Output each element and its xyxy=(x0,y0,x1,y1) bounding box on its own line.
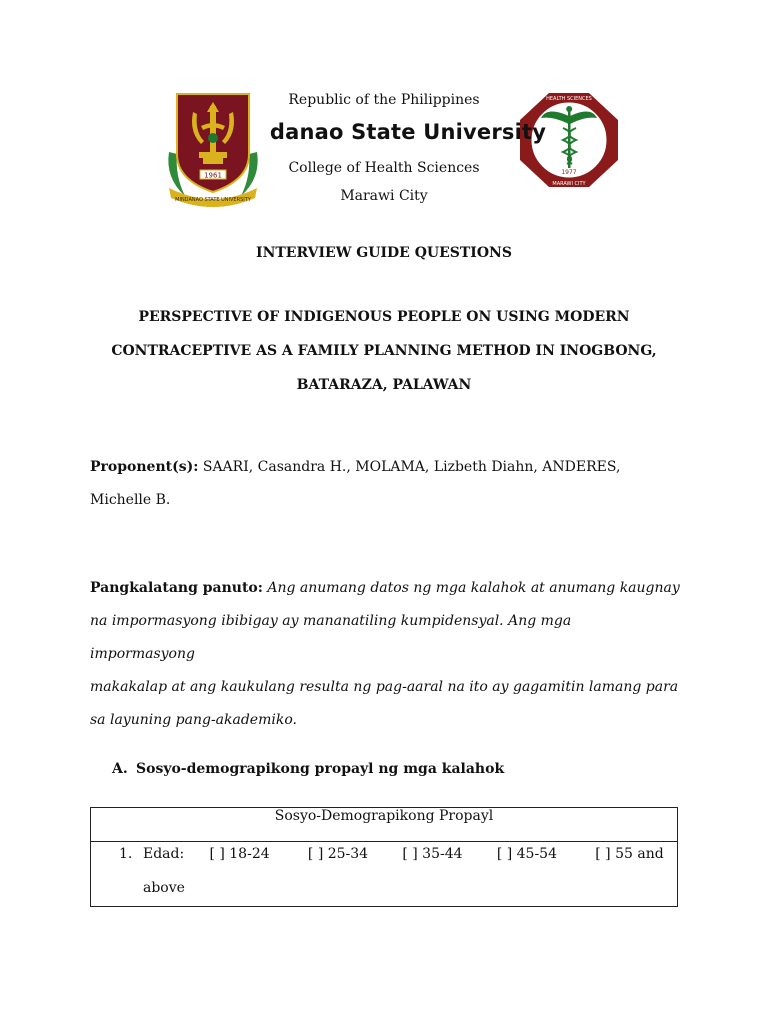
instructions-label: Pangkalatang panuto: xyxy=(90,580,263,596)
age-question-line xyxy=(143,846,664,862)
svg-text:HEALTH SCIENCES: HEALTH SCIENCES xyxy=(546,96,592,102)
instructions-paragraph xyxy=(90,572,680,737)
proponents-label: Proponent(s): xyxy=(90,459,199,475)
instructions-text: makakalap at ang kaukulang resulta ng pag-aaral na ito ay gagamitin lamang para xyxy=(90,679,679,695)
age-option-checkbox[interactable]: [ ] 18-24 xyxy=(209,846,270,862)
proponents-names-cont: Michelle B. xyxy=(90,492,171,508)
city-name: Marawi City xyxy=(340,188,428,204)
university-name xyxy=(0,120,768,144)
instructions-text: sa layuning pang-akademiko. xyxy=(90,712,297,728)
proponents-paragraph xyxy=(90,451,680,517)
college-name: College of Health Sciences xyxy=(288,160,480,176)
seal-banner-text: MINDANAO STATE UNIVERSITY xyxy=(175,197,251,203)
age-question-cell xyxy=(91,842,678,907)
age-option-checkbox[interactable]: [ ] 55 and xyxy=(595,846,664,862)
demographic-table xyxy=(90,807,678,907)
proponents-names: SAARI, Casandra H., MOLAMA, Lizbeth Diahn, ANDERES, xyxy=(198,459,621,475)
svg-text:MARAWI CITY: MARAWI CITY xyxy=(552,181,586,187)
study-title-line: BATARAZA, PALAWAN xyxy=(296,377,472,393)
section-title: Sosyo-demograpikong propayl ng mga kalahok xyxy=(136,761,505,777)
age-option-continuation: above xyxy=(143,880,185,896)
table-header-cell: Sosyo-Demograpikong Propayl xyxy=(91,808,678,842)
guide-title: INTERVIEW GUIDE QUESTIONS xyxy=(256,245,512,261)
study-title xyxy=(90,300,678,402)
section-number: A. xyxy=(112,761,128,777)
question-number: 1. xyxy=(119,846,133,862)
study-title-line: PERSPECTIVE OF INDIGENOUS PEOPLE ON USING MODERN xyxy=(138,309,630,325)
age-option-checkbox[interactable]: [ ] 45-54 xyxy=(496,846,557,862)
instructions-text: Ang anumang datos ng mga kalahok at anumang kaugnay xyxy=(262,580,680,596)
section-a-heading xyxy=(112,761,504,777)
age-label: Edad: xyxy=(143,846,185,862)
seal-year-text: 1961 xyxy=(204,171,222,180)
university-name-text: danao State University xyxy=(269,120,547,144)
age-option-checkbox[interactable]: [ ] 25-34 xyxy=(307,846,369,862)
instructions-text: na impormasyong ibibigay ay mananatiling kumpidensyal. Ang mga impormasyong xyxy=(90,613,572,662)
table-header-row xyxy=(91,808,678,842)
table-row xyxy=(91,842,678,907)
republic-header: Republic of the Philippines xyxy=(288,92,480,108)
health-seal-year-text: 1977 xyxy=(561,169,577,176)
age-option-checkbox[interactable]: [ ] 35-44 xyxy=(402,846,463,862)
study-title-line: CONTRACEPTIVE AS A FAMILY PLANNING METHOD IN INOGBONG, xyxy=(111,343,657,359)
